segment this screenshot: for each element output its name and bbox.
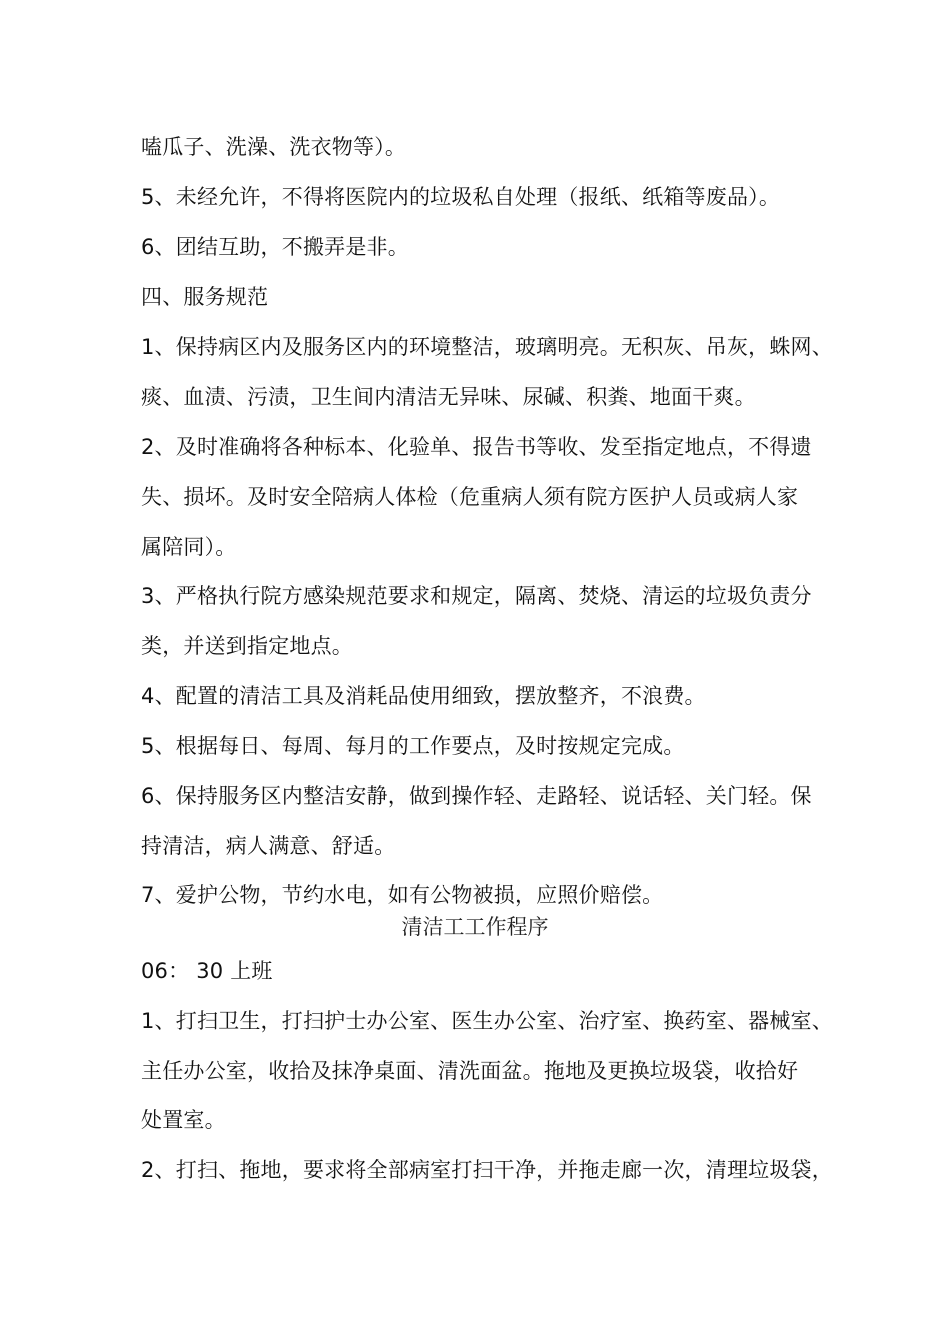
- text-line: 7、爱护公物，节约水电，如有公物被损，应照价赔偿。: [141, 883, 664, 907]
- text-line: 5、未经允许，不得将医院内的垃圾私自处理（报纸、纸箱等废品）。: [141, 185, 781, 209]
- text-line: 处置室。: [141, 1108, 226, 1132]
- time-line: 06： 30 上班: [141, 959, 273, 983]
- text-line: 嗑瓜子、洗澡、洗衣物等）。: [141, 135, 407, 159]
- text-line: 主任办公室，收拾及抹净桌面、清洗面盆。拖地及更换垃圾袋，收拾好: [141, 1059, 799, 1083]
- text-line: 1、保持病区内及服务区内的环境整洁，玻璃明亮。无积灰、吊灰，蛛网、: [141, 335, 833, 359]
- text-line: 失、损坏。及时安全陪病人体检（危重病人须有院方医护人员或病人家: [141, 485, 799, 509]
- text-line: 2、及时准确将各种标本、化验单、报告书等收、发至指定地点，不得遗: [141, 435, 812, 459]
- section-title: 清洁工工作程序: [401, 915, 549, 939]
- text-line: 6、保持服务区内整洁安静，做到操作轻、走路轻、说话轻、关门轻。保: [141, 784, 812, 808]
- text-line: 4、配置的清洁工具及消耗品使用细致，摆放整齐，不浪费。: [141, 684, 706, 708]
- text-line: 3、严格执行院方感染规范要求和规定，隔离、焚烧、清运的垃圾负责分: [141, 584, 812, 608]
- section-heading: 四、服务规范: [141, 285, 269, 309]
- text-line: 痰、血渍、污渍，卫生间内清洁无异味、尿碱、积粪、地面干爽。: [141, 385, 756, 409]
- text-line: 属陪同）。: [141, 535, 237, 559]
- text-line: 类，并送到指定地点。: [141, 634, 353, 658]
- text-line: 5、根据每日、每周、每月的工作要点，及时按规定完成。: [141, 734, 685, 758]
- text-line: 2、打扫、拖地，要求将全部病室打扫干净，并拖走廊一次，清理垃圾袋，: [141, 1158, 833, 1182]
- text-line: 1、打扫卫生，打扫护士办公室、医生办公室、治疗室、换药室、器械室、: [141, 1009, 833, 1033]
- text-line: 持清洁，病人满意、舒适。: [141, 834, 396, 858]
- text-line: 6、团结互助，不搬弄是非。: [141, 235, 409, 259]
